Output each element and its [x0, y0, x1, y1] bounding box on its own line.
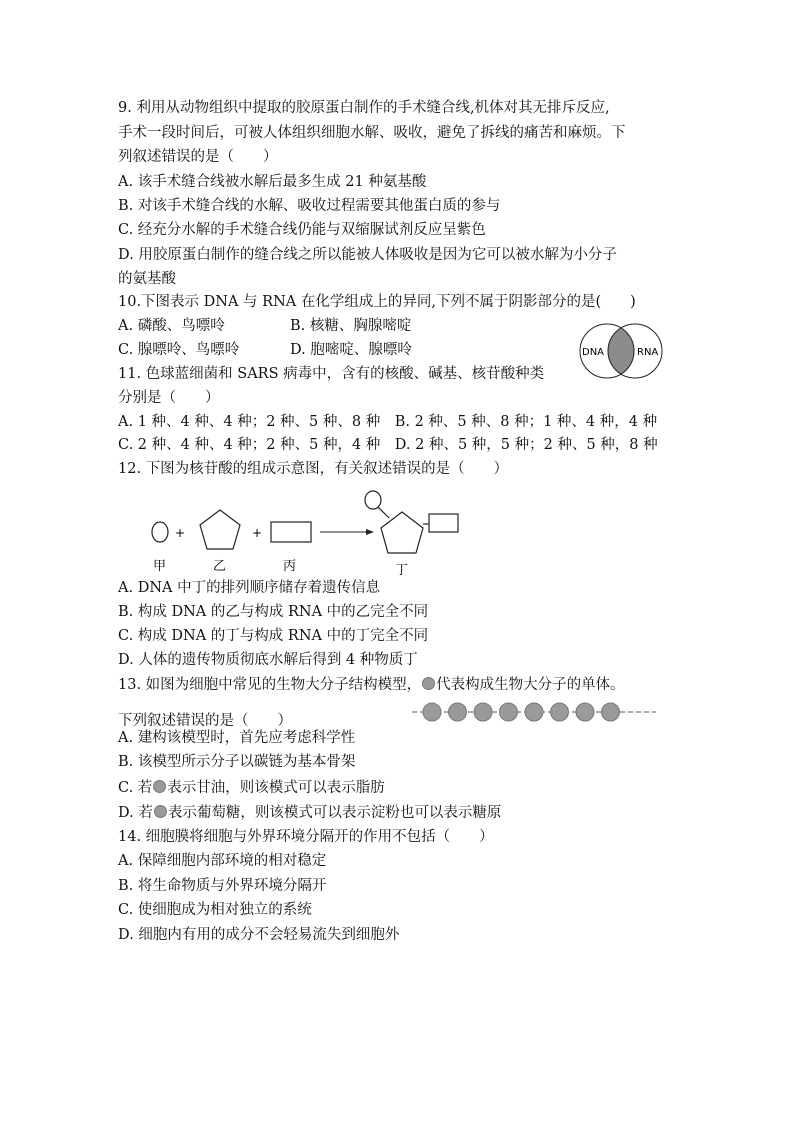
q13-stem-pre: 13. 如图为细胞中常见的生物大分子结构模型， [118, 677, 422, 693]
q11-stem-line1: 11. 色球蓝细菌和 SARS 病毒中，含有的核酸、碱基、核苷酸种类 [118, 366, 545, 382]
q13-option-c-post: 表示甘油，则该模式可以表示脂肪 [167, 780, 385, 796]
q14-option-c: C. 使细胞成为相对独立的系统 [118, 902, 312, 918]
label-ding: 丁 [395, 563, 409, 576]
q9-option-c: C. 经充分水解的手术缝合线仍能与双缩脲试剂反应呈紫色 [118, 222, 486, 238]
q13-option-a: A. 建构该模型时，首先应考虑科学性 [118, 730, 356, 746]
macromolecule-chain [410, 700, 660, 724]
q9-stem-line1: 9. 利用从动物组织中提取的胶原蛋白制作的手术缝合线,机体对其无排斥反应, [118, 100, 610, 116]
nucleotide-base [429, 514, 458, 532]
label-bing: 丙 [283, 559, 297, 574]
q13-stem-line1 [118, 675, 625, 695]
plus-sign: + [175, 526, 186, 540]
q13-option-d [118, 803, 501, 823]
q14-option-d: D. 细胞内有用的成分不会轻易流失到细胞外 [118, 927, 400, 943]
pentose-pentagon [200, 510, 240, 549]
q13-option-d-pre: D. 若 [118, 805, 153, 821]
monomer-bead [474, 703, 492, 721]
q10-stem: 10.下图表示 DNA 与 RNA 在化学组成上的异同,下列不属于阴影部分的是( ) [118, 294, 636, 310]
monomer-dot-icon [154, 805, 167, 818]
plus-sign: + [252, 526, 263, 540]
q13-option-d-post: 表示葡萄糖，则该模式可以表示淀粉也可以表示糖原 [167, 805, 502, 821]
q10-option-c: C. 腺嘌呤、鸟嘌呤 [118, 342, 240, 358]
venn-dna-label: DNA [582, 347, 605, 358]
q13-option-b: B. 该模型所示分子以碳链为基本骨架 [118, 754, 356, 770]
monomer-dot-icon [153, 780, 166, 793]
q9-option-a: A. 该手术缝合线被水解后最多生成 21 种氨基酸 [118, 174, 427, 190]
base-rectangle [271, 522, 311, 542]
q13-option-c [118, 778, 385, 798]
q13-stem-post: 代表构成生物大分子的单体。 [436, 677, 625, 693]
arrow-head [366, 529, 374, 535]
q14-option-b: B. 将生命物质与外界环境分隔开 [118, 878, 327, 894]
label-jia: 甲 [153, 559, 167, 574]
q11-stem-line2: 分别是（ ） [118, 390, 220, 406]
q9-stem-line3: 列叙述错误的是（ ） [118, 149, 278, 165]
monomer-dot-icon [422, 677, 435, 690]
nucleotide-diagram [140, 484, 470, 576]
q12-option-a: A. DNA 中丁的排列顺序储存着遗传信息 [118, 580, 381, 596]
q12-option-b: B. 构成 DNA 的乙与构成 RNA 中的乙完全不同 [118, 604, 429, 620]
q9-option-b: B. 对该手术缝合线的水解、吸收过程需要其他蛋白质的参与 [118, 198, 501, 214]
monomer-bead [500, 703, 518, 721]
q14-option-a: A. 保障细胞内部环境的相对稳定 [118, 853, 327, 869]
phosphate-bond [378, 507, 389, 518]
monomer-bead [423, 703, 441, 721]
q12-option-d: D. 人体的遗传物质彻底水解后得到 4 种物质丁 [118, 652, 418, 668]
monomer-bead [525, 703, 543, 721]
q10-option-d: D. 胞嘧啶、腺嘌呤 [290, 342, 412, 358]
venn-rna-label: RNA [637, 347, 659, 358]
q11-options-cd: C. 2 种、4 种、4 种；2 种、5 种，4 种 D. 2 种、5 种，5 种；2 种、5 种，8 种 [118, 437, 658, 453]
q12-option-c: C. 构成 DNA 的丁与构成 RNA 中的丁完全不同 [118, 628, 429, 644]
q14-stem: 14. 细胞膜将细胞与外界环境分隔开的作用不包括（ ） [118, 829, 494, 845]
q13-stem-line2: 下列叙述错误的是（ ） [118, 713, 292, 729]
q9-option-d-line1: D. 用胶原蛋白制作的缝合线之所以能被人体吸收是因为它可以被水解为小分子 [118, 247, 617, 263]
q11-options-ab: A. 1 种、4 种、4 种；2 种、5 种、8 种 B. 2 种、5 种、8 种；1 种、4 种，4 种 [118, 414, 658, 430]
monomer-bead [551, 703, 569, 721]
q13-option-c-pre: C. 若 [118, 780, 153, 796]
q10-option-b: B. 核糖、胸腺嘧啶 [290, 318, 412, 334]
monomer-bead [576, 703, 594, 721]
q9-option-d-line2: 的氨基酸 [118, 271, 176, 287]
nucleotide-pentose [381, 512, 423, 553]
phosphate-circle [152, 522, 168, 542]
monomer-bead [449, 703, 467, 721]
q10-option-a: A. 磷酸、鸟嘌呤 [118, 318, 225, 334]
nucleotide-phosphate [365, 491, 381, 509]
label-yi: 乙 [213, 559, 227, 574]
venn-diagram [576, 322, 668, 380]
q9-stem-line2: 手术一段时间后，可被人体组织细胞水解、吸收，避免了拆线的痛苦和麻烦。下 [118, 125, 626, 141]
monomer-bead [602, 703, 620, 721]
q12-stem: 12. 下图为核苷酸的组成示意图，有关叙述错误的是（ ） [118, 461, 509, 477]
